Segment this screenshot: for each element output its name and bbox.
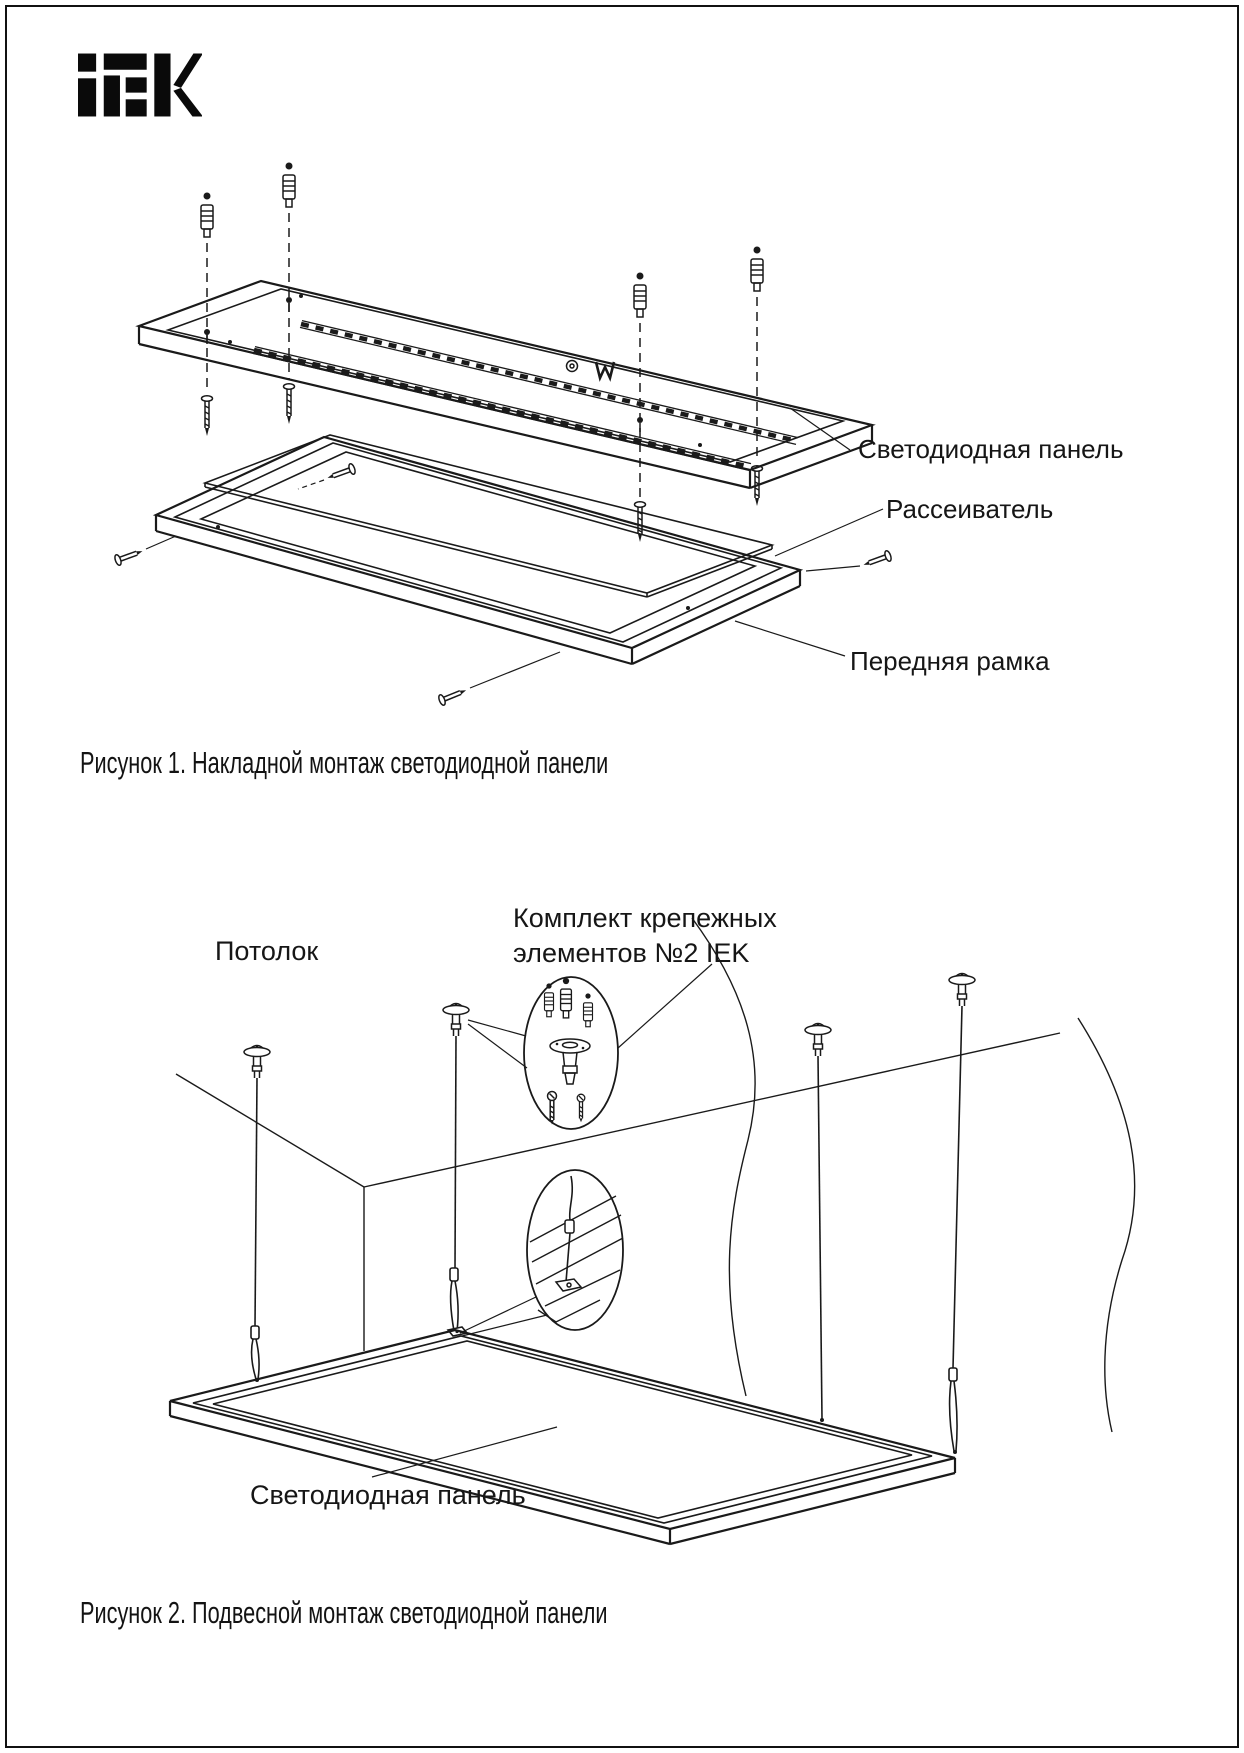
leader-line bbox=[775, 509, 883, 556]
screw-icon bbox=[326, 463, 357, 483]
ceiling-mount-icon bbox=[244, 1045, 270, 1078]
dowel-icon bbox=[283, 163, 295, 208]
wall-break-line bbox=[1078, 1018, 1135, 1432]
ceiling-mount-icon bbox=[443, 1003, 469, 1036]
leader-line bbox=[468, 1020, 526, 1036]
screw-icon bbox=[438, 685, 469, 706]
mounting-kit-callout bbox=[468, 977, 618, 1129]
label-front-frame: Передняя рамка bbox=[850, 646, 1050, 676]
wire-attachment-callout bbox=[460, 1170, 623, 1336]
suspension-wire bbox=[818, 1056, 824, 1422]
ceiling-lines bbox=[176, 1033, 1060, 1351]
figure1-caption: Рисунок 1. Накладной монтаж светодиодной панели bbox=[80, 745, 609, 780]
label-led-panel: Светодиодная панель bbox=[858, 434, 1124, 464]
ceiling-mount-icon bbox=[949, 973, 975, 1006]
label-mounting-kit-line1: Комплект крепежных bbox=[513, 903, 777, 933]
label-mounting-kit-line2: элементов №2 IEK bbox=[513, 938, 750, 968]
diffuser-drawing bbox=[205, 435, 772, 597]
figure2-suspended-view bbox=[170, 918, 1135, 1544]
label-ceiling: Потолок bbox=[215, 936, 319, 966]
screw-icon bbox=[635, 502, 646, 542]
led-panel-drawing bbox=[170, 1330, 955, 1544]
suspension-wire bbox=[949, 1006, 962, 1454]
assembly-axis-line bbox=[298, 480, 324, 489]
connector-icon bbox=[567, 361, 578, 372]
leader-line bbox=[470, 652, 560, 688]
screw-icon bbox=[284, 384, 295, 424]
connector-icon bbox=[570, 364, 574, 368]
screw-icon bbox=[862, 550, 893, 570]
screw-head-icon bbox=[286, 297, 292, 312]
label-led-panel-2: Светодиодная панель bbox=[250, 1480, 526, 1510]
dowel-icon bbox=[201, 193, 213, 238]
leader-line bbox=[468, 1024, 527, 1068]
suspension-wire bbox=[448, 1036, 467, 1336]
label-mounting-kit bbox=[513, 901, 777, 971]
screw-icon bbox=[202, 396, 213, 436]
label-diffuser: Рассеиватель bbox=[886, 494, 1054, 524]
leader-line bbox=[735, 621, 845, 656]
figure2-caption: Рисунок 2. Подвесной монтаж светодиодной панели bbox=[80, 1595, 608, 1630]
leader-line bbox=[806, 566, 860, 571]
power-cable-line bbox=[692, 918, 755, 1396]
leader-line bbox=[146, 536, 176, 549]
dowel-icon bbox=[634, 273, 646, 318]
leader-line bbox=[618, 964, 712, 1048]
figure1-exploded-view bbox=[114, 163, 893, 707]
screw-head-icon bbox=[637, 417, 643, 432]
dowel-icon bbox=[751, 247, 763, 292]
led-panel-drawing bbox=[139, 281, 872, 488]
ceiling-mount-icon bbox=[805, 1023, 831, 1056]
screw-icon bbox=[114, 546, 145, 566]
